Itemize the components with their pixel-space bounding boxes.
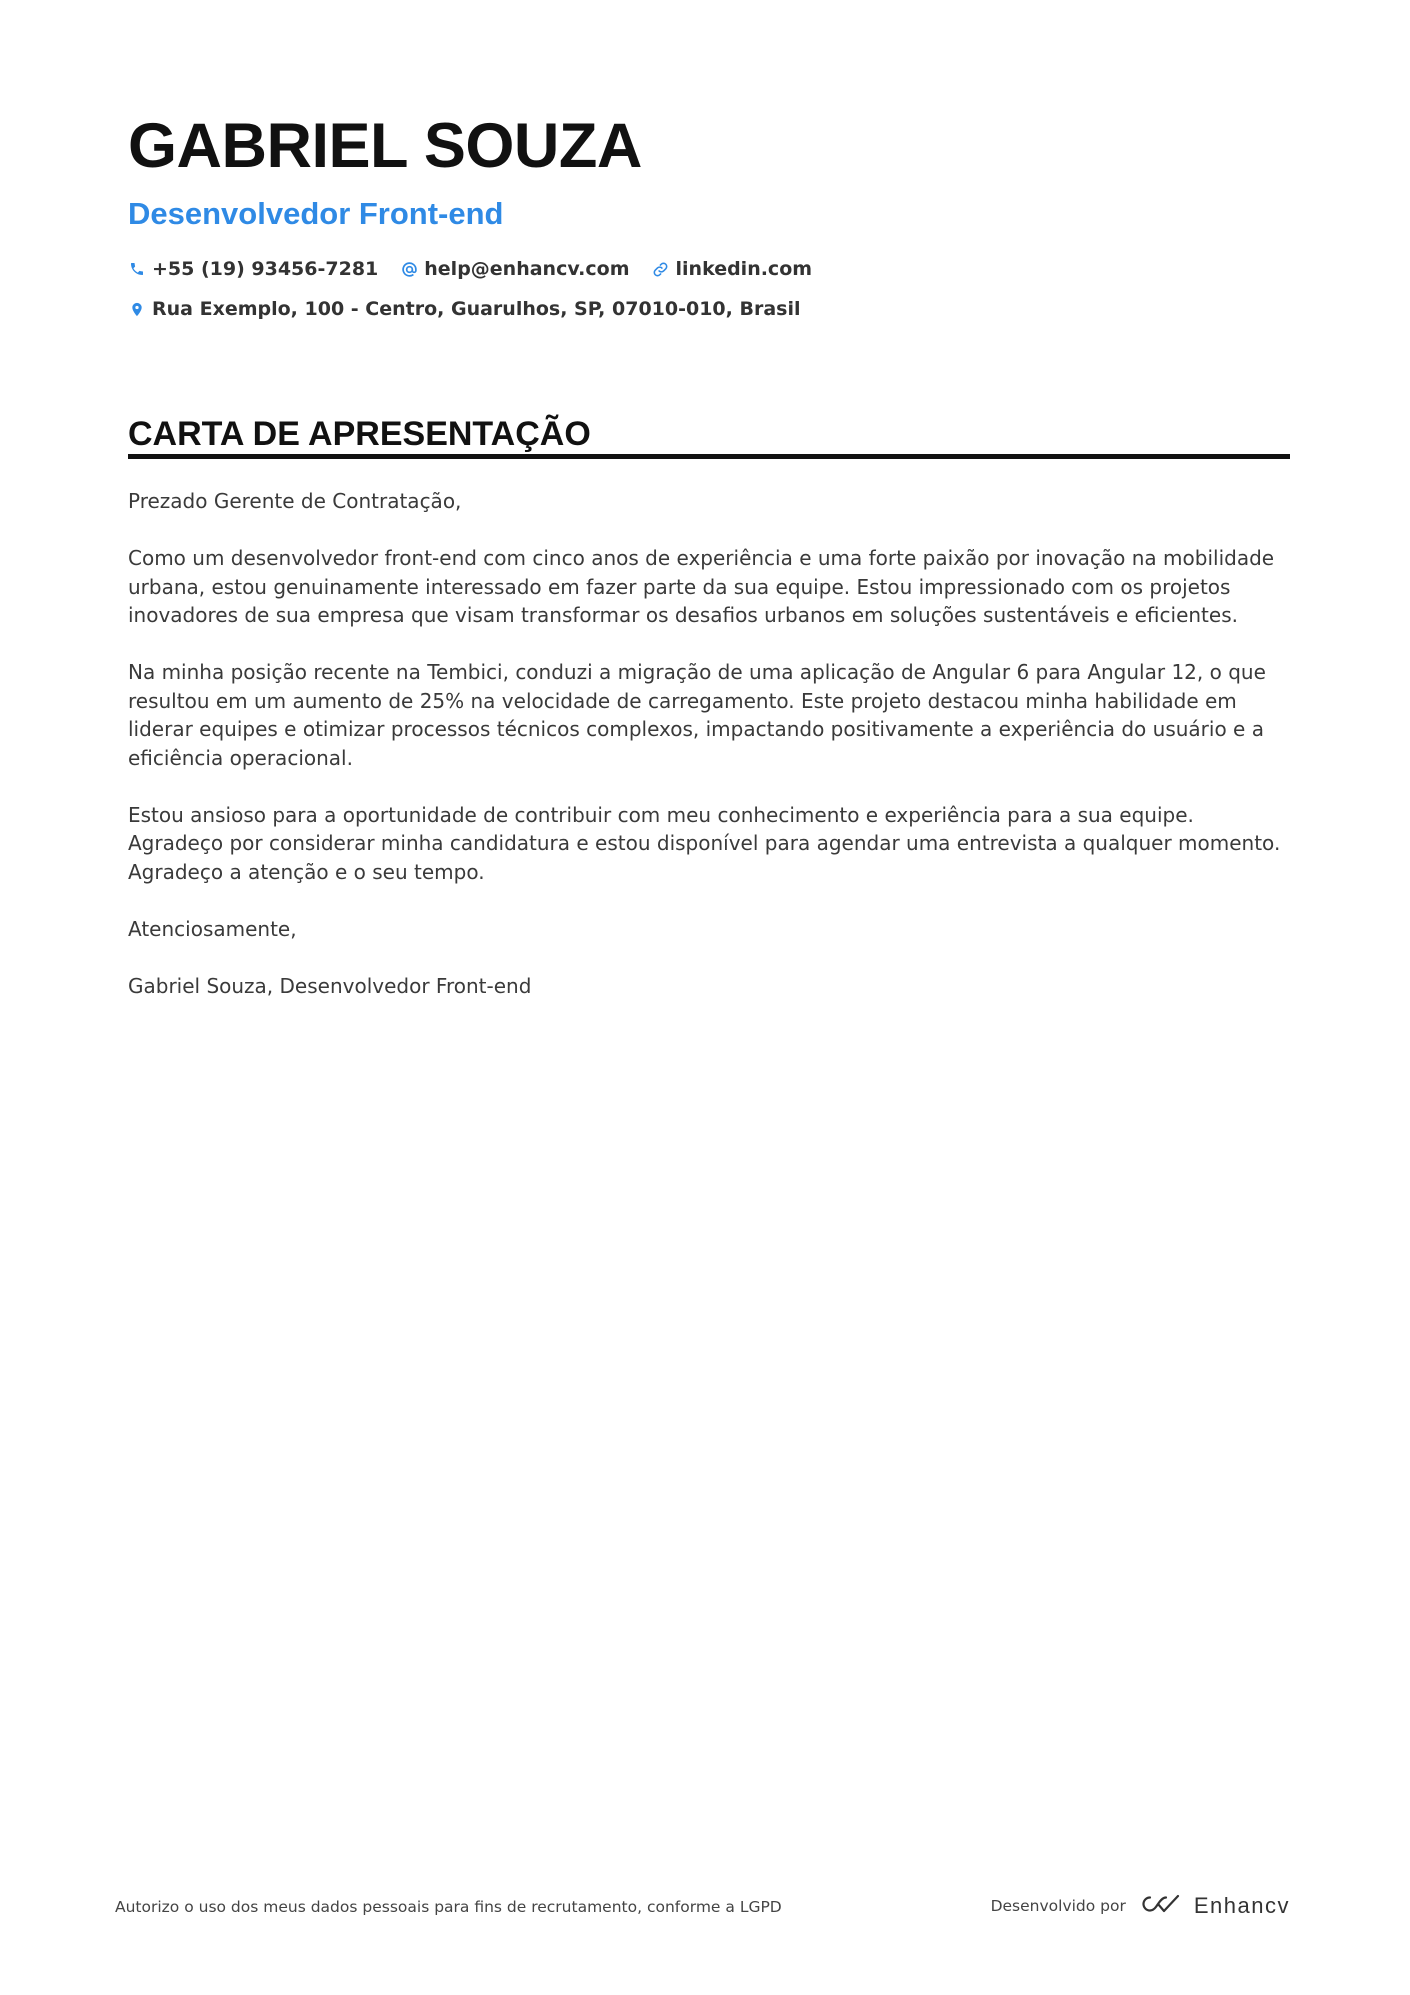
contact-row-primary — [128, 254, 1290, 284]
letter-body — [128, 487, 1290, 1000]
candidate-role: Desenvolvedor Front-end — [128, 196, 504, 231]
address-text: Rua Exemplo, 100 - Centro, Guarulhos, SP, 07010-010, Brasil — [152, 298, 801, 320]
candidate-name: GABRIEL SOUZA — [128, 111, 642, 181]
letter-greeting: Prezado Gerente de Contratação, — [128, 489, 462, 513]
letter-signature: Gabriel Souza, Desenvolvedor Front-end — [128, 973, 532, 998]
at-icon — [400, 260, 418, 278]
section-title: CARTA DE APRESENTAÇÃO — [128, 415, 591, 453]
powered-by[interactable] — [991, 1892, 1290, 1920]
letter-paragraph-2: Na minha posição recente na Tembici, conduzi a migração de uma aplicação de Angular 6 para Angular 12, o que resultou em um aumento de 25% na velocidade de carregamento. Este projeto destacou minha habilidade em liderar equipes e otimizar processos técnicos complexos, impactando positivamente a experiência do usuário e a eficiência operacional. — [128, 660, 1266, 770]
brand-name: Enhancv — [1193, 1893, 1290, 1918]
link-icon — [652, 260, 670, 278]
phone-contact[interactable] — [128, 258, 378, 280]
linkedin-contact[interactable] — [652, 258, 813, 280]
email-contact[interactable] — [400, 258, 629, 280]
section-divider — [128, 454, 1290, 459]
lgpd-consent-text: Autorizo o uso dos meus dados pessoais para fins de recrutamento, conforme a LGPD — [115, 1898, 782, 1916]
address-contact — [128, 298, 801, 320]
brand-logo — [1138, 1892, 1290, 1920]
linkedin-text: linkedin.com — [675, 258, 813, 280]
letter-paragraph-3: Estou ansioso para a oportunidade de contribuir com meu conhecimento e experiência para a sua equipe. Agradeço por considerar minha candidatura e estou disponível para agendar uma entrevista a qualquer momento. Agradeço a atenção e o seu tempo. — [128, 802, 1281, 884]
page-footer — [115, 1892, 1290, 1922]
phone-text: +55 (19) 93456-7281 — [152, 258, 379, 280]
letter-closing: Atenciosamente, — [128, 916, 297, 941]
phone-icon — [128, 260, 146, 278]
enhancv-logo-icon — [1138, 1892, 1184, 1920]
cover-letter-page — [128, 108, 1290, 1029]
letter-paragraph-1: Como um desenvolvedor front-end com cinco anos de experiência e uma forte paixão por inovação na mobilidade urbana, estou genuinamente interessado em fazer parte da sua equipe. Estou impressionado com os projetos inovadores de sua empresa que visam transformar os desafios urbanos em soluções sustentáveis e eficientes. — [128, 546, 1275, 627]
location-pin-icon — [128, 300, 146, 318]
email-text: help@enhancv.com — [424, 258, 630, 280]
contact-row-address — [128, 294, 1290, 324]
powered-by-label: Desenvolvido por — [990, 1897, 1126, 1915]
